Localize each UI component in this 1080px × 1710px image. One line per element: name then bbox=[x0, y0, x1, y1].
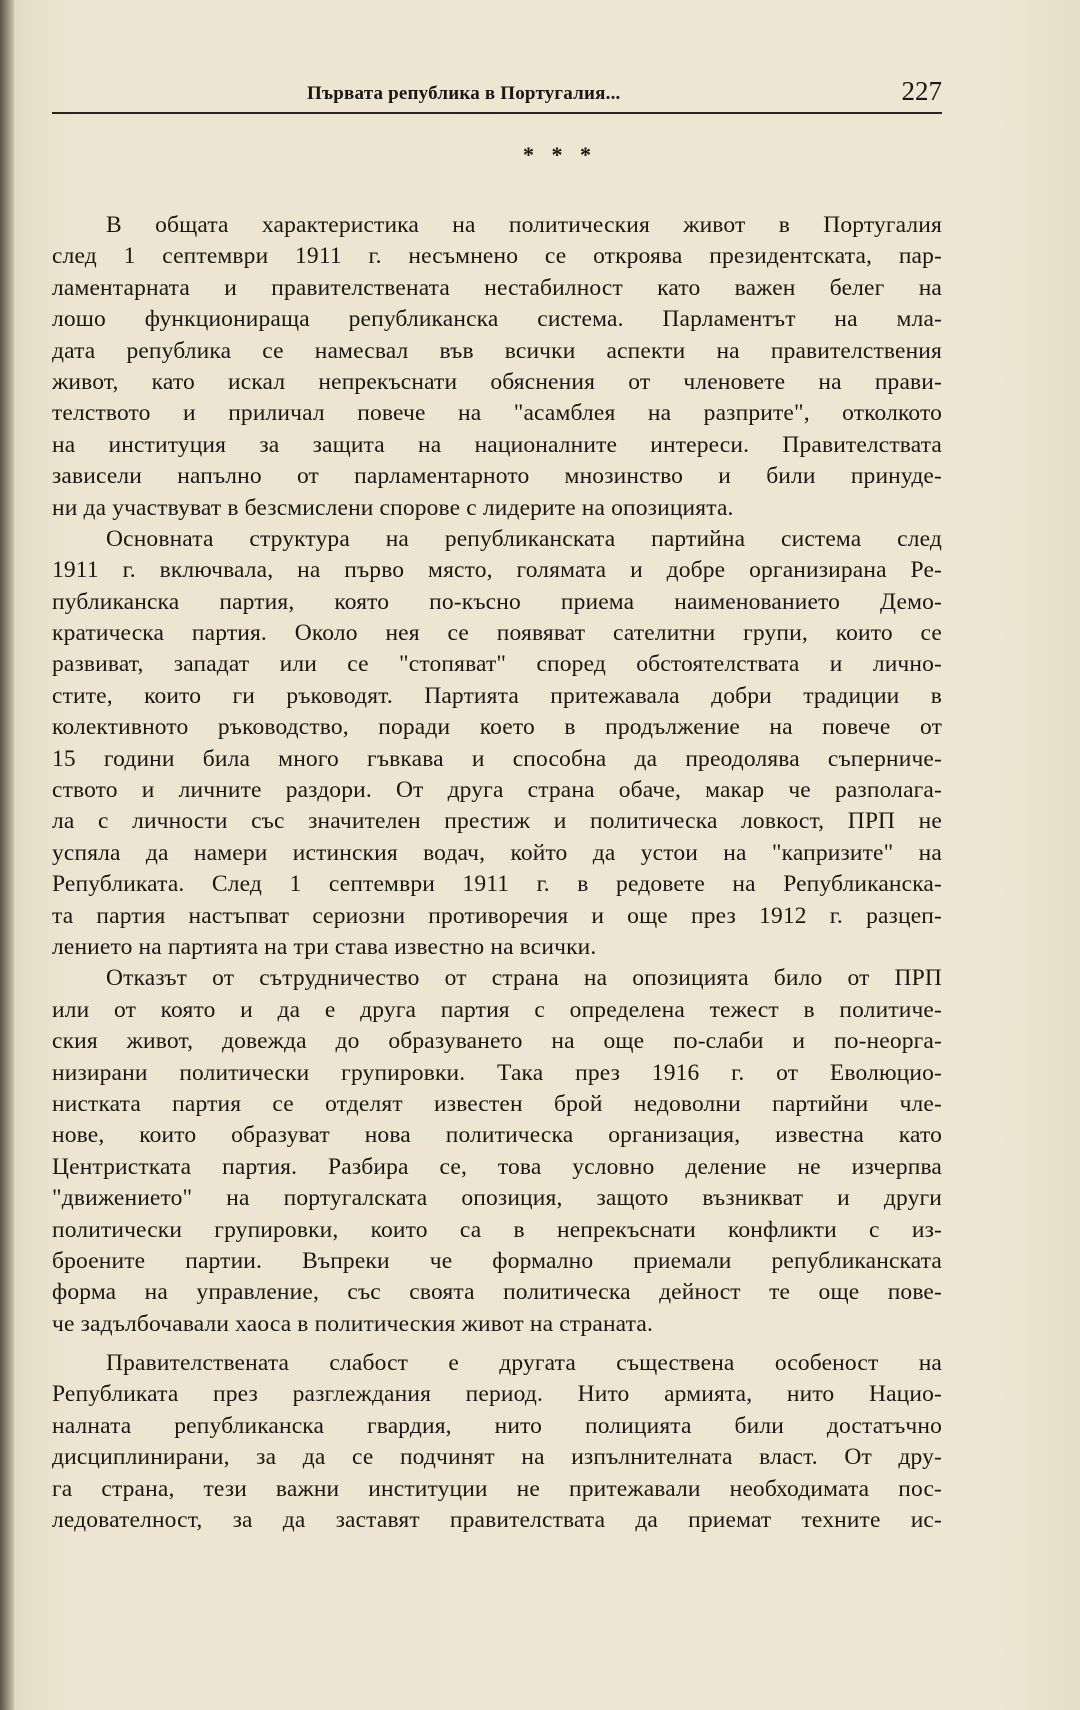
text-line: развиват, западат или се "стопяват" според обстоятелствата и лично- bbox=[52, 651, 942, 678]
text-line: стите, които ги ръководят. Партията притежавала добри традиции в bbox=[52, 682, 942, 709]
text-line: нове, които образуват нова политическа организация, известна като bbox=[52, 1122, 942, 1149]
text-line: успяла да намери истинския водач, който да устои на "капризите" на bbox=[52, 839, 942, 866]
page-header bbox=[52, 72, 942, 114]
text-line: та партия настъпват сериозни противоречия и още през 1912 г. разцеп- bbox=[52, 902, 942, 929]
text-line: живот, като искал непрекъснати обяснения от членовете на прави- bbox=[52, 368, 942, 395]
text-line: 1911 г. включвала, на първо място, голямата и добре организирана Ре- bbox=[52, 557, 942, 584]
text-line: лението на партията на три става известно на всички. bbox=[52, 933, 597, 960]
running-title: Първата република в Португалия... bbox=[307, 83, 621, 104]
text-line: че задълбочавали хаоса в политическия живот на страната. bbox=[52, 1310, 653, 1337]
text-line: Правителствената слабост е другата съществена особеност на bbox=[106, 1350, 942, 1377]
text-line: ледователност, за да заставят правителствата да приемат техните ис- bbox=[52, 1507, 942, 1534]
text-line: ския живот, довежда до образуването на още по-слаби и по-неорга- bbox=[52, 1028, 942, 1055]
text-line: 15 години била много гъвкава и способна да преодолява съперниче- bbox=[52, 745, 942, 772]
text-line: ството и личните раздори. От друга страна обаче, макар че разполага- bbox=[52, 777, 942, 804]
paragraph bbox=[52, 210, 942, 524]
section-divider: * * * bbox=[523, 142, 597, 167]
text-line: дата република се намесвал във всички аспекти на правителствения bbox=[52, 337, 942, 364]
text-line: на институция за защита на националните интереси. Правителствата bbox=[52, 431, 942, 458]
paragraph bbox=[52, 524, 942, 963]
body-text bbox=[52, 210, 942, 1536]
text-line: Отказът от сътрудничество от страна на опозицията било от ПРП bbox=[106, 965, 942, 992]
text-line: форма на управление, със своята политическа дейност те още пове- bbox=[52, 1279, 942, 1306]
text-line: след 1 септември 1911 г. несъмнено се откроява президентската, пар- bbox=[52, 243, 942, 270]
text-line: "движението" на португалската опозиция, защото възникват и други bbox=[52, 1185, 942, 1212]
paragraph bbox=[52, 963, 942, 1340]
text-line: налната републиканска гвардия, нито полицията били достатъчно bbox=[52, 1412, 942, 1439]
text-line: броените партии. Въпреки че формално приемали републиканската bbox=[52, 1247, 942, 1274]
text-line: ни да участвуват в безсмислени спорове с лидерите на опозицията. bbox=[52, 494, 734, 521]
text-line: политически групировки, които са в непрекъснати конфликти с из- bbox=[52, 1216, 942, 1243]
text-line: телството и приличал повече на "асамблея на разприте", отколкото bbox=[52, 400, 942, 427]
book-binding-edge bbox=[0, 0, 14, 1710]
text-line: публиканска партия, която по-късно приема наименованието Демо- bbox=[52, 588, 942, 615]
paragraph bbox=[52, 1348, 942, 1536]
text-line: низирани политически групировки. Така през 1916 г. от Еволюцио- bbox=[52, 1059, 942, 1086]
text-line: Центристката партия. Разбира се, това условно деление не изчерпва bbox=[52, 1153, 942, 1180]
text-line: Републиката през разглеждания период. Нито армията, нито Нацио- bbox=[52, 1381, 942, 1408]
text-line: кратическа партия. Около нея се появяват сателитни групи, които се bbox=[52, 620, 942, 647]
text-line: зависели напълно от парламентарното мнозинство и били принуде- bbox=[52, 463, 942, 490]
text-line: Републиката. След 1 септември 1911 г. в редовете на Републиканска- bbox=[52, 871, 942, 898]
text-line: лошо функционираща републиканска система. Парламентът на мла- bbox=[52, 306, 942, 333]
page-number: 227 bbox=[901, 76, 942, 106]
text-line: или от която и да е друга партия с определена тежест в политиче- bbox=[52, 996, 942, 1023]
text-line: колективното ръководство, поради което в продължение на повече от bbox=[52, 714, 942, 741]
text-line: нистката партия се отделят известен брой недоволни партийни чле- bbox=[52, 1090, 942, 1117]
text-line: га страна, тези важни институции не притежавали необходимата пос- bbox=[52, 1475, 942, 1502]
text-line: дисциплинирани, за да се подчинят на изпълнителната власт. От дру- bbox=[52, 1444, 942, 1471]
text-line: ламентарната и правителствената нестабилност като важен белег на bbox=[52, 274, 942, 301]
text-line: ла с личности със значителен престиж и политическа ловкост, ПРП не bbox=[52, 808, 942, 835]
text-line: В общата характеристика на политическия живот в Португалия bbox=[106, 212, 942, 238]
text-line: Основната структура на републиканската партийна система след bbox=[106, 525, 942, 552]
